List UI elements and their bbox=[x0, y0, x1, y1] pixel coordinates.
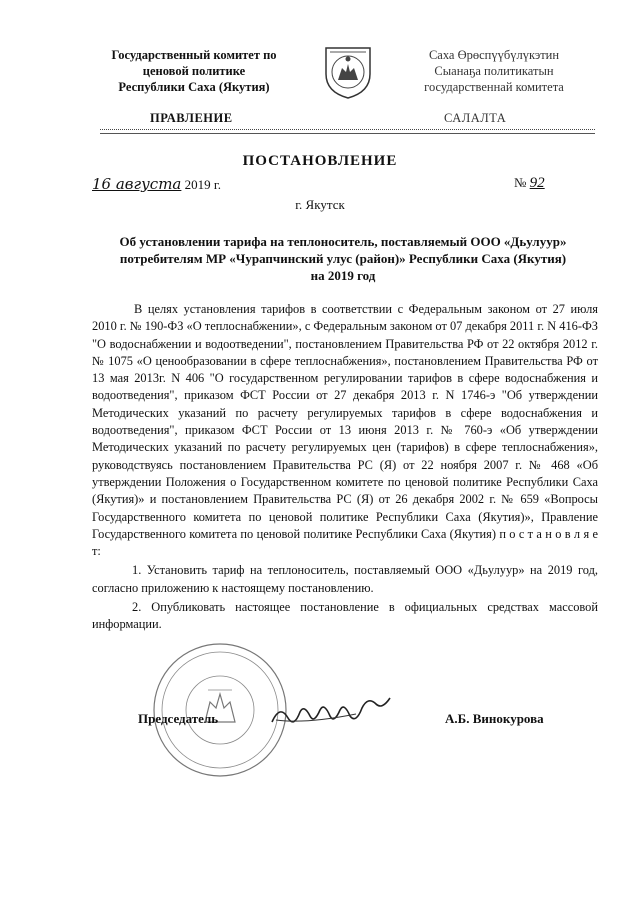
header-left-block bbox=[84, 47, 304, 95]
document-number bbox=[514, 175, 545, 192]
header-left-subtitle: ПРАВЛЕНИЕ bbox=[150, 111, 233, 125]
number-handwritten: 92 bbox=[529, 175, 545, 191]
header-right-subtitle: САЛАЛТА bbox=[444, 111, 507, 125]
header-right-line: Сыанаҕа политикатын bbox=[434, 64, 554, 78]
header-left-line: Республики Саха (Якутия) bbox=[118, 80, 270, 94]
document-subject bbox=[108, 233, 578, 284]
document-body bbox=[92, 301, 598, 634]
subject-line: Об установлении тарифа на теплоноситель, поставляемый ООО «Дьулуур» bbox=[119, 234, 567, 249]
document-city: г. Якутск bbox=[295, 197, 345, 212]
resolution-item: 2. Опубликовать настоящее постановление в официальных средствах массовой информации. bbox=[92, 600, 598, 632]
header-right-block bbox=[384, 47, 604, 95]
header-left-line: Государственный комитет по bbox=[111, 48, 277, 62]
header-divider-dotted bbox=[100, 129, 595, 130]
handwritten-signature bbox=[266, 690, 396, 735]
preamble-paragraph: В целях установления тарифов в соответствии с Федеральным законом от 27 июля 2010 г. № 190-ФЗ «О теплоснабжении», с Федеральным законом от 07 декабря 2011 г. N 416-ФЗ "О водоснабжении и водоотведении", постановлением Правительства РФ от 22 октября 2012 г. № 1075 «О ценообразовании в сфере теплоснабжения», постановлением Правительства РФ от 13 мая 2013г. N 406 "О государственном регулировании тарифов в сфере водоснабжения и водоотведения", приказом ФСТ России от 27 декабря 2013 г. N 1746-э "Об утверждении Методических указаний по расчету регулируемых тарифов в сфере водоснабжения и водоотведения", приказом ФСТ России от 13 июня 2013 г. № 760-э «Об утверждении Методических указаний по расчету регулируемых цен (тарифов) в сфере теплоснабжения», руководствуясь постановлением Правительства РС (Я) от 22 ноября 2007 г. № 468 «Об утверждении Положения о Государственном комитете по ценовой политике Республики Саха (Якутия)» и постановлением Правительства РС (Я) от 26 декабря 2002 г. № 659 «Вопросы Государственного комитета по ценовой политике Республики Саха (Якутия)», Правление Государственного комитета по ценовой политике Республики Саха (Якутия) п о с т а н о в л я е т: bbox=[92, 302, 598, 559]
subject-line: потребителям МР «Чурапчинский улус (район)» Республики Саха (Якутия) bbox=[119, 251, 567, 266]
signature-label: Председатель bbox=[138, 711, 219, 726]
number-prefix: № bbox=[514, 175, 527, 190]
resolution-item: 1. Установить тариф на теплоноситель, поставляемый ООО «Дьулуур» на 2019 год, согласно приложению к настоящему постановлению. bbox=[92, 563, 598, 595]
header-right-line: государственнай комитета bbox=[424, 80, 564, 94]
document-date bbox=[92, 175, 221, 193]
document-title: ПОСТАНОВЛЕНИЕ bbox=[242, 153, 398, 169]
subject-line: на 2019 год bbox=[310, 268, 376, 283]
header-right-line: Саха Өрөспүүбүлүкэтин bbox=[428, 48, 560, 62]
signatory-name: А.Б. Винокурова bbox=[445, 711, 544, 726]
date-year: 2019 г. bbox=[184, 177, 222, 192]
header-left-line: ценовой политике bbox=[142, 64, 246, 78]
date-handwritten: 16 августа bbox=[92, 175, 182, 193]
coat-of-arms-emblem bbox=[320, 42, 376, 100]
header-divider-solid bbox=[100, 133, 595, 134]
